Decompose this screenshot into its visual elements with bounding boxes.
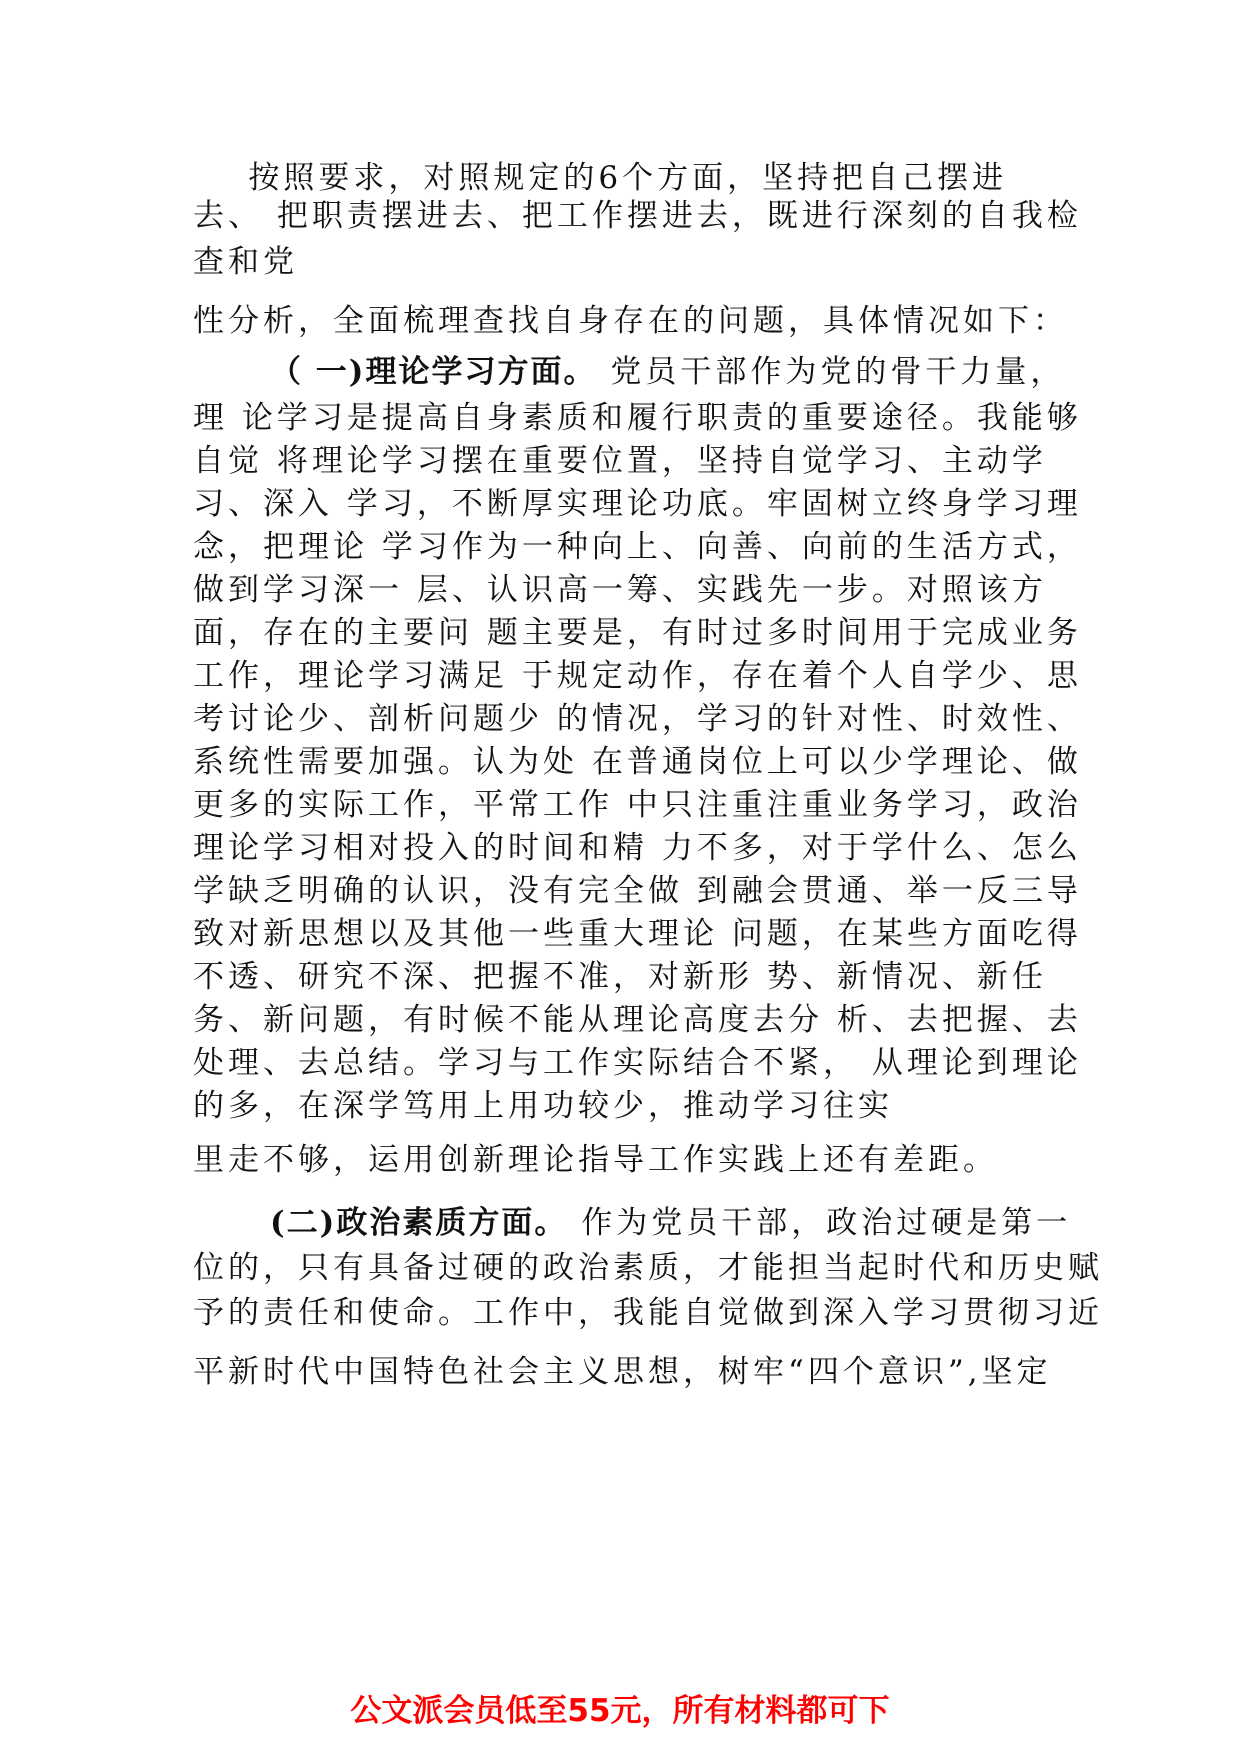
paragraph-line: 务、新问题，有时候不能从理论高度去分 析、去把握、去 bbox=[193, 1002, 1082, 1038]
paragraph-line: 不透、研究不深、把握不准，对新形 势、新情况、新任 bbox=[193, 959, 1047, 995]
paragraph-line: 系统性需要加强。认为处 在普通岗位上可以少学理论、做 bbox=[193, 744, 1082, 780]
paragraph-line: 致对新思想以及其他一些重大理论 问题，在某些方面吃得 bbox=[193, 916, 1082, 952]
paragraph-line: 的多，在深学笃用上用功较少，推动学习往实 bbox=[193, 1088, 893, 1124]
paragraph-line: 平新时代中国特色社会主义思想，树牢“四个意识”,坚定 bbox=[193, 1354, 1052, 1390]
paragraph-line: 里走不够，运用创新理论指导工作实践上还有差距。 bbox=[193, 1142, 998, 1178]
section-heading-line bbox=[270, 352, 1065, 392]
paragraph-line: 处理、去总结。学习与工作实际结合不紧， 从理论到理论 bbox=[193, 1045, 1082, 1081]
section-1-first-line: 党员干部作为党的骨干力量， bbox=[596, 354, 1066, 390]
section-2-first-line: 作为党员干部，政治过硬是第一 bbox=[567, 1205, 1072, 1241]
paragraph-line: 更多的实际工作，平常工作 中只注重注重业务学习，政治 bbox=[193, 787, 1082, 823]
paragraph-line: 理 论学习是提高自身素质和履行职责的重要途径。我能够 bbox=[193, 400, 1082, 436]
section-heading-line bbox=[270, 1203, 1071, 1243]
paragraph-line: 面，存在的主要问 题主要是，有时过多时间用于完成业务 bbox=[193, 615, 1082, 651]
paragraph-line: 工作，理论学习满足 于规定动作，存在着个人自学少、思 bbox=[193, 658, 1082, 694]
paragraph-line: 性分析，全面梳理查找自身存在的问题，具体情况如下： bbox=[193, 303, 1068, 339]
paragraph-line: 学缺乏明确的认识，没有完全做 到融会贯通、举一反三导 bbox=[193, 873, 1082, 909]
paragraph-line: 习、深入 学习，不断厚实理论功底。牢固树立终身学习理 bbox=[193, 486, 1082, 522]
paragraph-line: 按照要求，对照规定的6个方面，坚持把自己摆进 bbox=[193, 160, 1008, 196]
paragraph-line: 查和党 bbox=[193, 244, 298, 280]
section-1-heading: （ 一)理论学习方面。 bbox=[270, 354, 597, 390]
paragraph-line: 去、 把职责摆进去、把工作摆进去，既进行深刻的自我检 bbox=[193, 198, 1082, 234]
paragraph-line: 考讨论少、剖析问题少 的情况，学习的针对性、时效性、 bbox=[193, 701, 1082, 737]
paragraph-line: 做到学习深一 层、认识高一筹、实践先一步。对照该方 bbox=[193, 572, 1047, 608]
paragraph-line: 自觉 将理论学习摆在重要位置，坚持自觉学习、主动学 bbox=[193, 443, 1047, 479]
paragraph-line: 予的责任和使命。工作中，我能自觉做到深入学习贯彻习近 bbox=[193, 1295, 1103, 1331]
paragraph-line: 位的，只有具备过硬的政治素质，才能担当起时代和历史赋 bbox=[193, 1250, 1103, 1286]
membership-footer-banner: 公文派会员低至55元，所有材料都可下 bbox=[350, 1693, 890, 1729]
section-2-heading: (二)政治素质方面。 bbox=[270, 1205, 568, 1241]
paragraph-line: 念，把理论 学习作为一种向上、向善、向前的生活方式， bbox=[193, 529, 1082, 565]
paragraph-line: 理论学习相对投入的时间和精 力不多，对于学什么、怎么 bbox=[193, 830, 1082, 866]
